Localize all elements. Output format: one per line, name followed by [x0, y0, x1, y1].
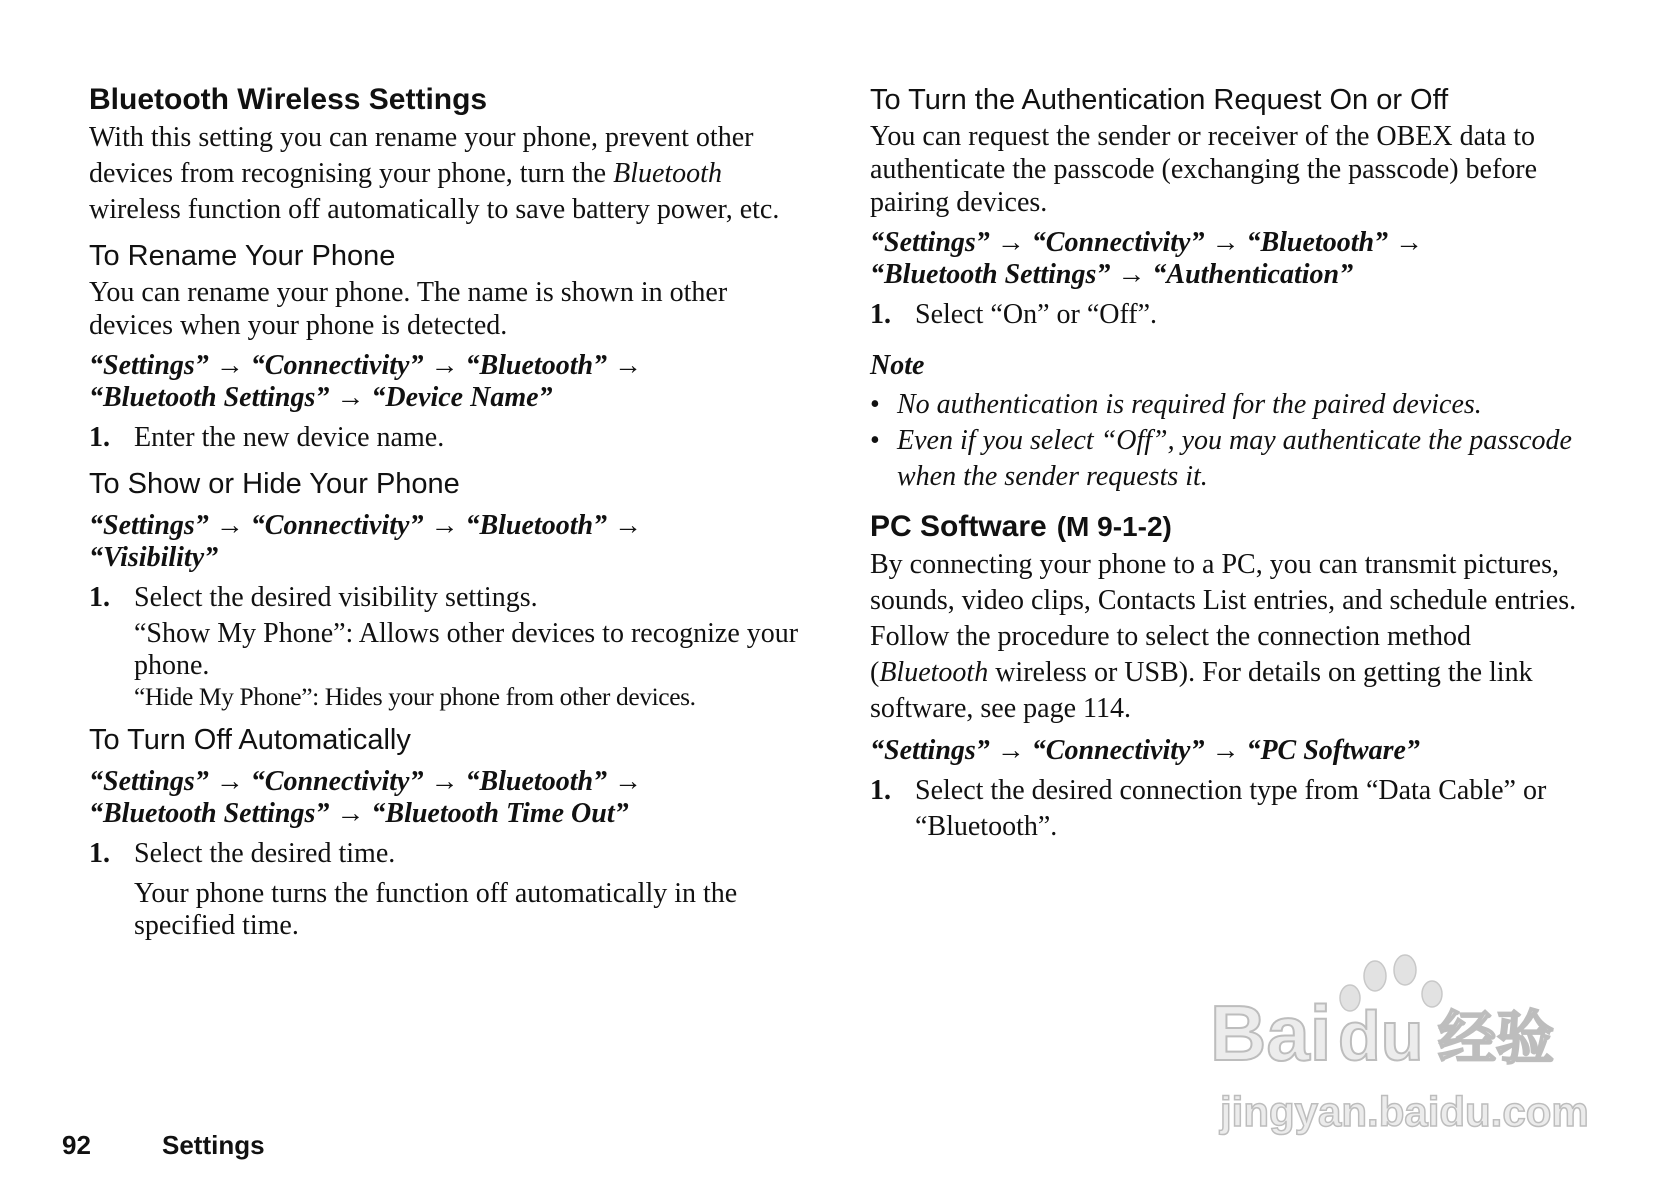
turn-off-step — [89, 836, 809, 872]
step-number: 1. — [89, 838, 110, 869]
step-number: 1. — [89, 422, 110, 453]
show-my-phone-detail: “Show My Phone”: Allows other devices to recognize your phone. — [134, 618, 799, 681]
rename-phone-heading: To Rename Your Phone — [89, 240, 396, 272]
note-heading: Note — [870, 350, 925, 381]
step-number: 1. — [870, 299, 891, 330]
turn-off-detail: Your phone turns the function off automatically in the specified time. — [134, 878, 738, 941]
show-hide-menu-path: “Settings” → “Connectivity” → “Bluetooth” → “Visibility” — [89, 510, 643, 573]
pc-software-menu-path: “Settings” → “Connectivity” → “PC Software” — [870, 735, 1420, 766]
svg-text:Bai: Bai — [1210, 989, 1332, 1077]
authentication-menu-path: “Settings” → “Connectivity” → “Bluetooth” → “Bluetooth Settings” → “Authentication” — [870, 227, 1424, 290]
note-item: • Even if you select “Off”, you may authenticate the passcode when the sender requests it. — [870, 423, 1590, 495]
svg-text:经验: 经验 — [1438, 1004, 1555, 1072]
authentication-step — [870, 297, 1590, 333]
baidu-paw-logo-icon — [1200, 950, 1600, 1150]
authentication-body: You can request the sender or receiver of the OBEX data to authenticate the passcode (exchanging the passcode) before pairing devices. — [870, 121, 1538, 218]
rename-phone-menu-path: “Settings” → “Connectivity” → “Bluetooth” → “Bluetooth Settings” → “Device Name” — [89, 350, 643, 413]
pc-software-step — [870, 773, 1590, 845]
svg-text:jingyan.baidu.com: jingyan.baidu.com — [1220, 1088, 1589, 1135]
step-number: 1. — [870, 775, 891, 806]
right-column — [870, 78, 1590, 847]
svg-text:du: du — [1338, 997, 1424, 1075]
turn-off-menu-path: “Settings” → “Connectivity” → “Bluetooth” → “Bluetooth Settings” → “Bluetooth Time Out” — [89, 766, 643, 829]
show-hide-step — [89, 580, 809, 616]
menu-code: (M 9-1-2) — [1056, 511, 1172, 542]
page-number: 92 — [62, 1130, 91, 1160]
show-hide-phone-heading: To Show or Hide Your Phone — [89, 468, 460, 500]
pc-software-body: By connecting your phone to a PC, you can transmit pictures, sounds, video clips, Contacts List entries, and schedule entries. Follow the procedure to select the connection method (Bluetooth wireless or USB). For details on getting the link software, see page 114. — [870, 549, 1577, 724]
authentication-heading: To Turn the Authentication Request On or Off — [870, 84, 1449, 116]
bullet-icon: • — [870, 425, 880, 456]
left-column — [89, 78, 809, 942]
baidu-watermark — [1200, 950, 1600, 1150]
bluetooth-settings-intro: With this setting you can rename your phone, prevent other devices from recognising your phone, turn the Bluetooth wireless function off automatically to save battery power, etc. — [89, 122, 780, 225]
step-number: 1. — [89, 582, 110, 613]
step-text: Enter the new device name. — [134, 422, 445, 453]
turn-off-automatically-heading: To Turn Off Automatically — [89, 724, 411, 756]
section-name: Settings — [162, 1130, 265, 1160]
rename-phone-step — [89, 420, 809, 456]
page-footer — [62, 1130, 265, 1161]
bluetooth-wireless-settings-heading: Bluetooth Wireless Settings — [89, 83, 488, 116]
step-text: Select the desired visibility settings. — [134, 582, 538, 613]
note-item: • No authentication is required for the paired devices. — [870, 387, 1590, 423]
rename-phone-body: You can rename your phone. The name is shown in other devices when your phone is detected. — [89, 277, 728, 341]
bullet-icon: • — [870, 389, 880, 420]
step-text: Select the desired time. — [134, 838, 396, 869]
hide-my-phone-detail: “Hide My Phone”: Hides your phone from other devices. — [134, 682, 696, 711]
step-text: Select the desired connection type from “Data Cable” or “Bluetooth”. — [915, 775, 1547, 842]
pc-software-heading: PC Software (M 9-1-2) — [870, 510, 1172, 543]
step-text: Select “On” or “Off”. — [915, 299, 1158, 330]
